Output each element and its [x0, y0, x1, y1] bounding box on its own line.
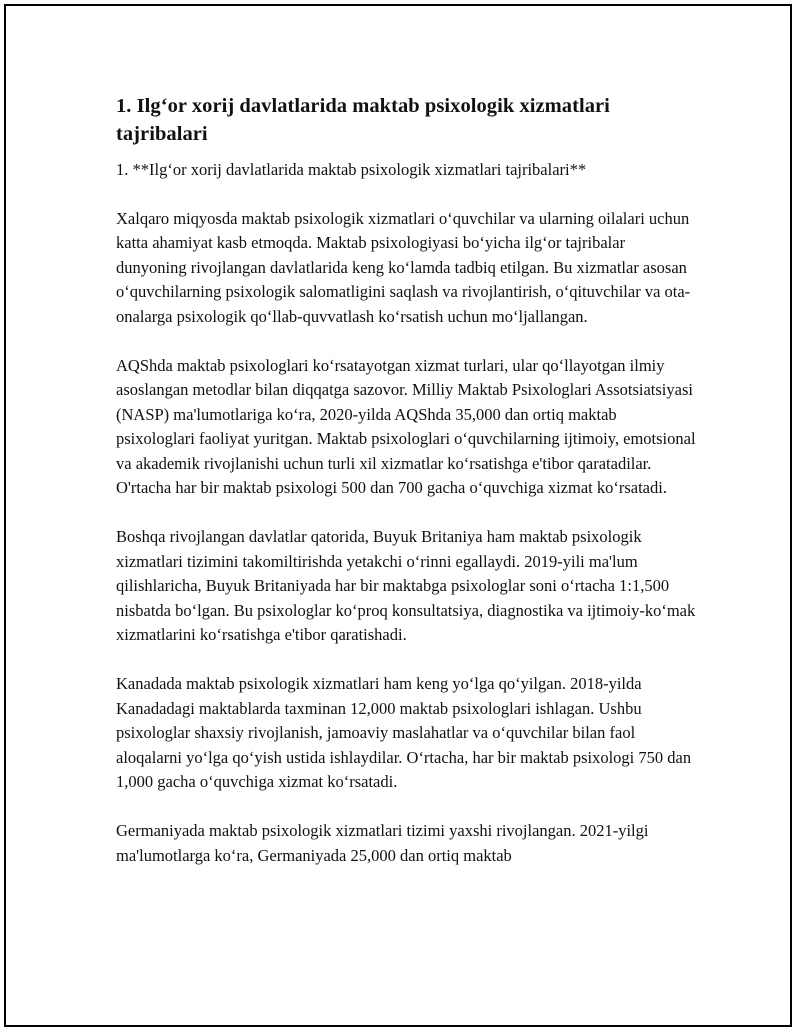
paragraph-uk: Boshqa rivojlangan davlatlar qatorida, Buyuk Britaniya ham maktab psixologik xizmatlari tizimini takomiltirishda yetakchi o‘rinni egallaydi. 2019-yili ma'lum qilishlaricha, Buyuk Britaniyada har bir maktabga psixologlar soni o‘rtacha 1:1,500 nisbatda bo‘lgan. Bu psixologlar ko‘proq konsultatsiya, diagnostika va ijtimoiy-ko‘mak xizmatlarini ko‘rsatishga e'tibor qaratishadi. — [116, 527, 696, 644]
paragraph-germany: Germaniyada maktab psixologik xizmatlari tizimi yaxshi rivojlangan. 2021-yilgi ma'lumotlarga ko‘ra, Germaniyada 25,000 dan ortiq maktab — [116, 821, 649, 865]
document-body — [116, 92, 696, 893]
paragraph-usa: AQShda maktab psixologlari ko‘rsatayotgan xizmat turlari, ular qo‘llayotgan ilmiy asoslangan metodlar bilan diqqatga sazovor. Milliy Maktab Psixologlari Assotsiatsiyasi (NASP) ma'lumotlariga ko‘ra, 2020-yilda AQShda 35,000 dan ortiq maktab psixologlari faoliyat yuritgan. Maktab psixologlari o‘quvchilarning ijtimoiy, emotsional va akademik rivojlanishi uchun turli xil xizmatlar ko‘rsatishga e'tibor qaratadilar. O'rtacha har bir maktab psixologi 500 dan 700 gacha o‘quvchiga xizmat ko‘rsatadi. — [116, 355, 696, 497]
paragraph-canada: Kanadada maktab psixologik xizmatlari ham keng yo‘lga qo‘yilgan. 2018-yilda Kanadadagi maktablarda taxminan 12,000 maktab psixologlari ishlagan. Ushbu psixologlar shaxsiy rivojlanish, jamoaviy maslahatlar va o‘quvchilar bilan faol aloqalarni yo‘lga qo‘yish ustida ishlaydilar. O‘rtacha, har bir maktab psixologi 750 dan 1,000 gacha o‘quvchiga xizmat ko‘rsatadi. — [116, 674, 692, 791]
paragraph-intro: Xalqaro miqyosda maktab psixologik xizmatlari o‘quvchilar va ularning oilalari uchun katta ahamiyat kasb etmoqda. Maktab psixologiyasi bo‘yicha ilg‘or tajribalar dunyoning rivojlangan davlatlarida keng ko‘lamda tadbiq etilgan. Bu xizmatlar asosan o‘quvchilarning psixologik salomatligini saqlash va rivojlantirish, o‘qituvchilar va ota-onalarga psixologik qo‘llab-quvvatlash ko‘rsatish uchun mo‘ljallangan. — [116, 208, 691, 326]
repeated-heading-line: 1. **Ilg‘or xorij davlatlarida maktab psixologik xizmatlari tajribalari** — [116, 160, 587, 179]
document-title: 1. Ilg‘or xorij davlatlarida maktab psixologik xizmatlari tajribalari — [116, 95, 610, 145]
